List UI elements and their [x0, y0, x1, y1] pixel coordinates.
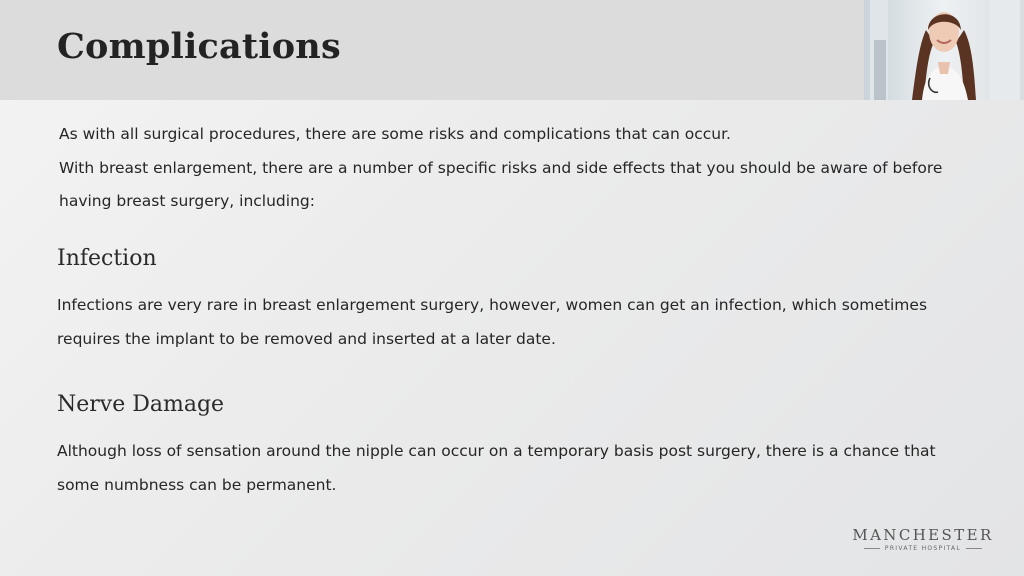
section-heading-nerve-damage: Nerve Damage — [57, 392, 225, 417]
section-body-infection: Infections are very rare in breast enlargement surgery, however, women can get an infection, which sometimes requires the implant to be removed and inserted at a later date. — [57, 296, 928, 348]
page-title: Complications — [57, 26, 341, 67]
hospital-logo — [850, 526, 996, 554]
logo-name: MANCHESTER — [852, 526, 994, 544]
doctor-image — [864, 0, 1024, 100]
section-heading-infection: Infection — [57, 246, 157, 271]
intro-text — [59, 118, 959, 219]
intro-line-2: With breast enlargement, there are a number of specific risks and side effects that you should be aware of before having breast surgery, including: — [59, 158, 943, 210]
intro-line-1: As with all surgical procedures, there are some risks and complications that can occur. — [59, 125, 731, 143]
doctor-photo — [864, 0, 1024, 100]
logo-subtitle: PRIVATE HOSPITAL — [850, 545, 996, 553]
section-body-nerve-damage: Although loss of sensation around the nipple can occur on a temporary basis post surgery, there is a chance that some numbness can be permanent. — [57, 442, 936, 494]
